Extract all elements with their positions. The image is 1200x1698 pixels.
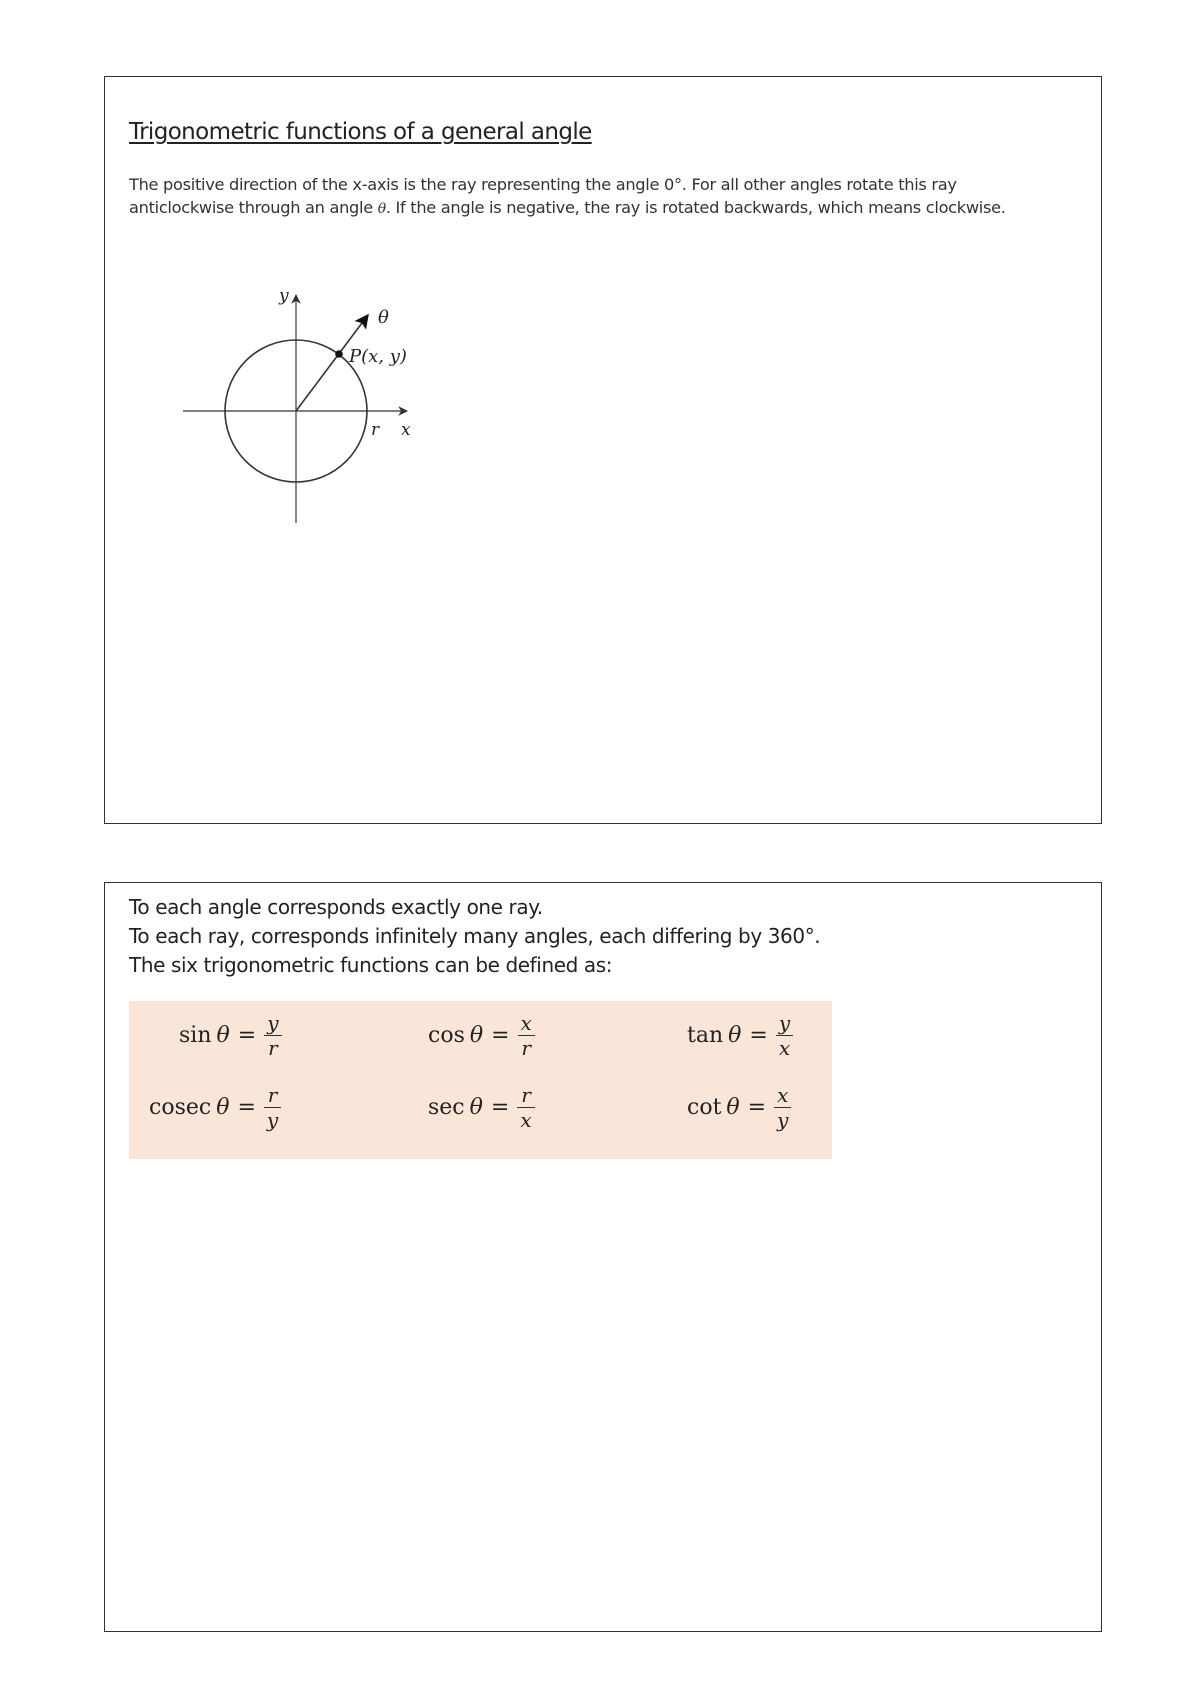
numerator: y — [778, 1011, 791, 1035]
fraction — [518, 1011, 535, 1061]
numerator: r — [267, 1083, 278, 1107]
fraction — [264, 1083, 281, 1133]
denominator: x — [520, 1108, 532, 1133]
function-name: tan — [687, 1023, 724, 1049]
intro-theta: θ — [377, 201, 386, 217]
denominator: r — [521, 1036, 531, 1061]
fraction — [517, 1083, 534, 1133]
numerator: x — [520, 1011, 532, 1035]
numerator: r — [521, 1083, 531, 1107]
function-name: cosec — [149, 1095, 212, 1121]
formula-cosec — [149, 1083, 281, 1133]
formula-cos — [428, 1011, 535, 1061]
denominator: y — [777, 1108, 789, 1133]
fraction — [776, 1011, 793, 1061]
formula-tan — [687, 1011, 793, 1061]
theta: θ — [469, 1095, 483, 1121]
theta: θ — [728, 1023, 742, 1049]
equals: = — [237, 1023, 257, 1049]
equals: = — [749, 1023, 768, 1049]
statements — [129, 893, 820, 980]
y-axis-label: y — [279, 286, 289, 306]
point-p — [335, 350, 343, 358]
slide-trig-definitions — [104, 882, 1102, 1632]
intro-text-part2: . If the angle is negative, the ray is rotated backwards, which means clockwise. — [385, 198, 1006, 217]
point-label: P(x, y) — [349, 346, 407, 367]
function-name: sin — [179, 1023, 212, 1049]
intro-text-part1: The positive direction of the x-axis is the ray representing the angle 0°. For all other angles rotate this ray anticlockwise through an angle — [129, 175, 957, 217]
statement-line: The six trigonometric functions can be defined as: — [129, 953, 613, 977]
statement-line: To each ray, corresponds infinitely many angles, each differing by 360°. — [129, 924, 821, 948]
slide-general-angle — [104, 76, 1102, 824]
function-name: cos — [428, 1023, 465, 1049]
theta: θ — [216, 1095, 230, 1121]
equals: = — [237, 1095, 256, 1121]
equals: = — [491, 1023, 510, 1049]
formula-sin — [179, 1011, 282, 1061]
theta: θ — [216, 1023, 230, 1049]
function-name: sec — [428, 1095, 465, 1121]
equals: = — [747, 1095, 767, 1121]
intro-paragraph — [129, 173, 1029, 221]
formula-sec — [428, 1083, 535, 1133]
formula-cot — [687, 1083, 791, 1133]
statement-line: To each angle corresponds exactly one ray. — [129, 895, 543, 919]
denominator: y — [266, 1108, 279, 1133]
fraction — [774, 1083, 791, 1133]
unit-circle-diagram — [175, 277, 435, 607]
numerator: y — [267, 1011, 279, 1035]
denominator: r — [268, 1036, 278, 1061]
denominator: x — [778, 1036, 791, 1061]
slide-title: Trigonometric functions of a general angle — [129, 119, 592, 145]
x-axis-label: x — [401, 420, 411, 440]
theta: θ — [726, 1095, 740, 1121]
radius-label: r — [371, 420, 380, 440]
fraction — [264, 1011, 281, 1061]
theta: θ — [469, 1023, 484, 1049]
function-name: cot — [687, 1095, 722, 1121]
theta-label: θ — [378, 307, 389, 328]
equals: = — [490, 1095, 510, 1121]
formula-box — [129, 1001, 832, 1159]
numerator: x — [777, 1083, 789, 1107]
